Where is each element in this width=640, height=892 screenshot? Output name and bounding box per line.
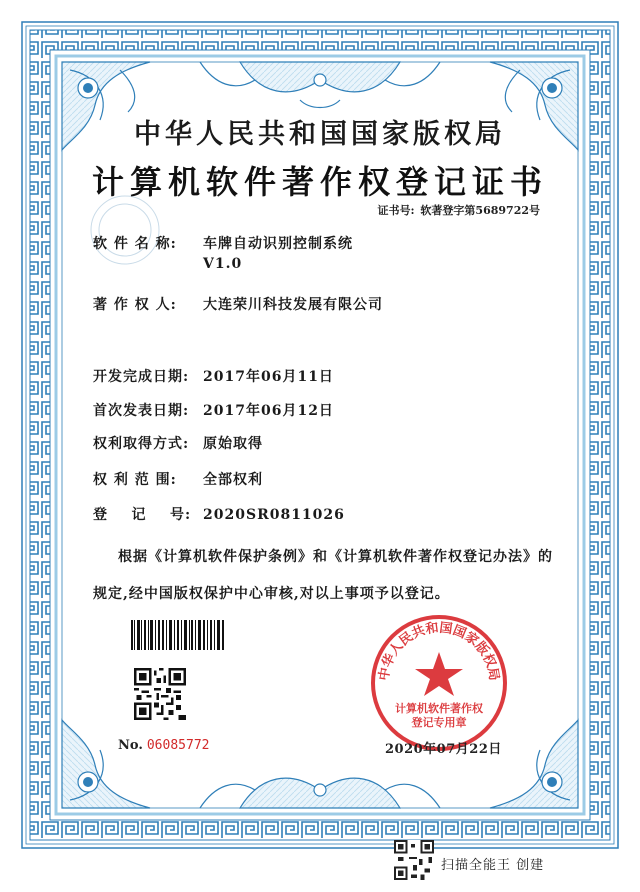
issuing-authority: 中华人民共和国国家版权局 [134, 119, 506, 150]
barcode-icon [131, 620, 225, 650]
statement-line-2: 规定,经中国版权保护中心审核,对以上事项予以登记。 [93, 586, 450, 602]
serial-label: No. [118, 738, 143, 753]
field-registration-number [93, 504, 345, 524]
field-value: 大连荣川科技发展有限公司 [203, 297, 383, 313]
qr-code-icon [134, 668, 186, 720]
field-label: 开发完成日期: [93, 369, 190, 385]
certificate-number-label: 证书号: [377, 204, 415, 217]
field-value: 2020SR0811026 [203, 507, 345, 523]
star-icon [415, 652, 463, 696]
field-acquisition-method [93, 433, 263, 453]
field-label: 软 件 名 称: [93, 236, 177, 252]
field-value: 原始取得 [203, 436, 263, 452]
seal-inner-line-2: 登记专用章 [411, 716, 467, 729]
certificate-title: 计算机软件著作权登记证书 [91, 163, 548, 201]
serial-value: 06085772 [146, 738, 210, 753]
field-value: 全部权利 [203, 472, 263, 488]
field-value: 车牌自动识别控制系统 [203, 236, 353, 252]
scanner-watermark-label: 扫描全能王 创建 [441, 858, 545, 873]
field-label: 首次发表日期: [93, 403, 190, 419]
field-copyright-owner [93, 294, 383, 314]
seal-outer-text: 中华人民共和国国家版权局 [376, 620, 502, 682]
field-value-version: V1.0 [203, 256, 243, 272]
field-rights-scope [93, 469, 263, 489]
field-label: 权利取得方式: [93, 436, 190, 452]
field-label: 著 作 权 人: [93, 297, 177, 313]
field-software-name [93, 233, 353, 272]
certificate-number [376, 202, 540, 218]
field-value: 2017年06月12日 [203, 403, 334, 419]
field-first-publication-date [93, 400, 334, 420]
seal-inner-line-1: 计算机软件著作权 [395, 702, 483, 715]
statement-line-1: 根据《计算机软件保护条例》和《计算机软件著作权登记办法》的 [118, 549, 553, 565]
certificate-number-value: 软著登字第5689722号 [420, 204, 540, 217]
field-value: 2017年06月11日 [203, 369, 334, 385]
field-development-date [93, 366, 334, 386]
top-crest-icon [200, 62, 440, 108]
issue-date: 2020年07月22日 [385, 742, 502, 757]
field-label: 登 记 号: [93, 507, 192, 523]
scanner-qr-code-icon [394, 840, 434, 880]
official-seal-icon [368, 612, 510, 754]
serial-number [118, 738, 209, 753]
field-label: 权 利 范 围: [93, 472, 177, 488]
